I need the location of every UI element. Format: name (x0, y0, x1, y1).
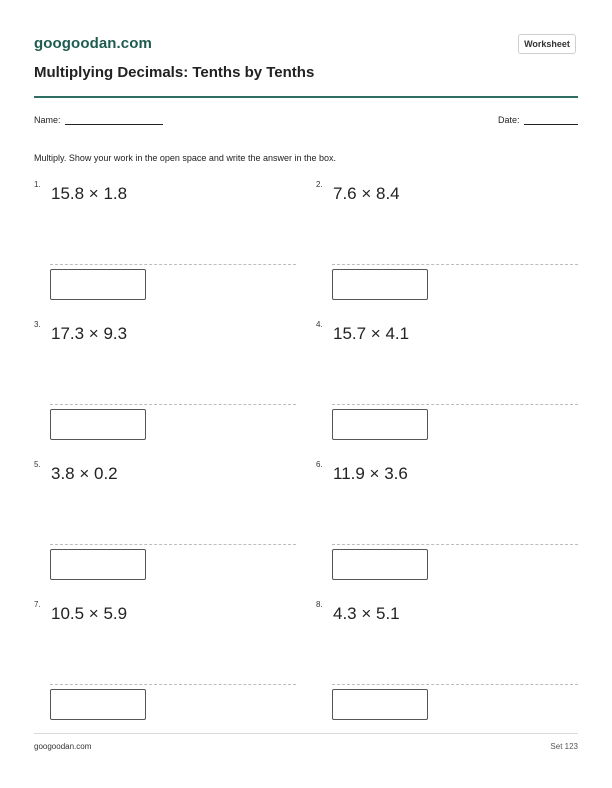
work-divider (50, 404, 296, 405)
problem-expression: 11.9 × 3.6 (333, 464, 408, 483)
answer-box[interactable] (332, 549, 428, 580)
footer-set-number: Set 123 (550, 742, 578, 751)
work-divider (50, 544, 296, 545)
brand-logo: googoodan.com (34, 35, 152, 52)
name-label: Name: (34, 115, 61, 125)
problem-expression: 3.8 × 0.2 (51, 464, 118, 483)
problem-number: 4. (316, 320, 323, 329)
problem-number: 1. (34, 180, 41, 189)
problem-1 (34, 180, 296, 320)
work-divider (332, 404, 578, 405)
answer-box[interactable] (332, 269, 428, 300)
problem-5 (34, 460, 296, 600)
name-field-line[interactable] (65, 124, 163, 125)
title-divider (34, 96, 578, 98)
answer-box[interactable] (332, 689, 428, 720)
problem-6 (316, 460, 578, 600)
work-divider (332, 684, 578, 685)
problem-expression: 15.7 × 4.1 (333, 324, 410, 343)
problem-7 (34, 600, 296, 740)
worksheet-badge: Worksheet (518, 34, 576, 54)
date-field-line[interactable] (524, 124, 578, 125)
work-divider (50, 264, 296, 265)
footer-brand: googoodan.com (34, 742, 92, 751)
answer-box[interactable] (50, 409, 146, 440)
problem-number: 7. (34, 600, 41, 609)
page-title: Multiplying Decimals: Tenths by Tenths (34, 64, 315, 81)
answer-box[interactable] (50, 549, 146, 580)
problem-expression: 4.3 × 5.1 (333, 604, 400, 623)
problem-number: 3. (34, 320, 41, 329)
work-divider (50, 684, 296, 685)
problem-expression: 17.3 × 9.3 (51, 324, 128, 343)
date-label: Date: (498, 115, 520, 125)
answer-box[interactable] (332, 409, 428, 440)
answer-box[interactable] (50, 269, 146, 300)
problem-number: 6. (316, 460, 323, 469)
problem-number: 8. (316, 600, 323, 609)
instructions: Multiply. Show your work in the open space and write the answer in the box. (34, 153, 336, 163)
problem-4 (316, 320, 578, 460)
problem-2 (316, 180, 578, 320)
problem-expression: 10.5 × 5.9 (51, 604, 128, 623)
work-divider (332, 544, 578, 545)
footer-divider (34, 733, 578, 734)
problem-number: 5. (34, 460, 41, 469)
answer-box[interactable] (50, 689, 146, 720)
problem-number: 2. (316, 180, 323, 189)
problem-3 (34, 320, 296, 460)
problem-8 (316, 600, 578, 740)
problem-expression: 15.8 × 1.8 (51, 184, 128, 203)
work-divider (332, 264, 578, 265)
problem-expression: 7.6 × 8.4 (333, 184, 400, 203)
